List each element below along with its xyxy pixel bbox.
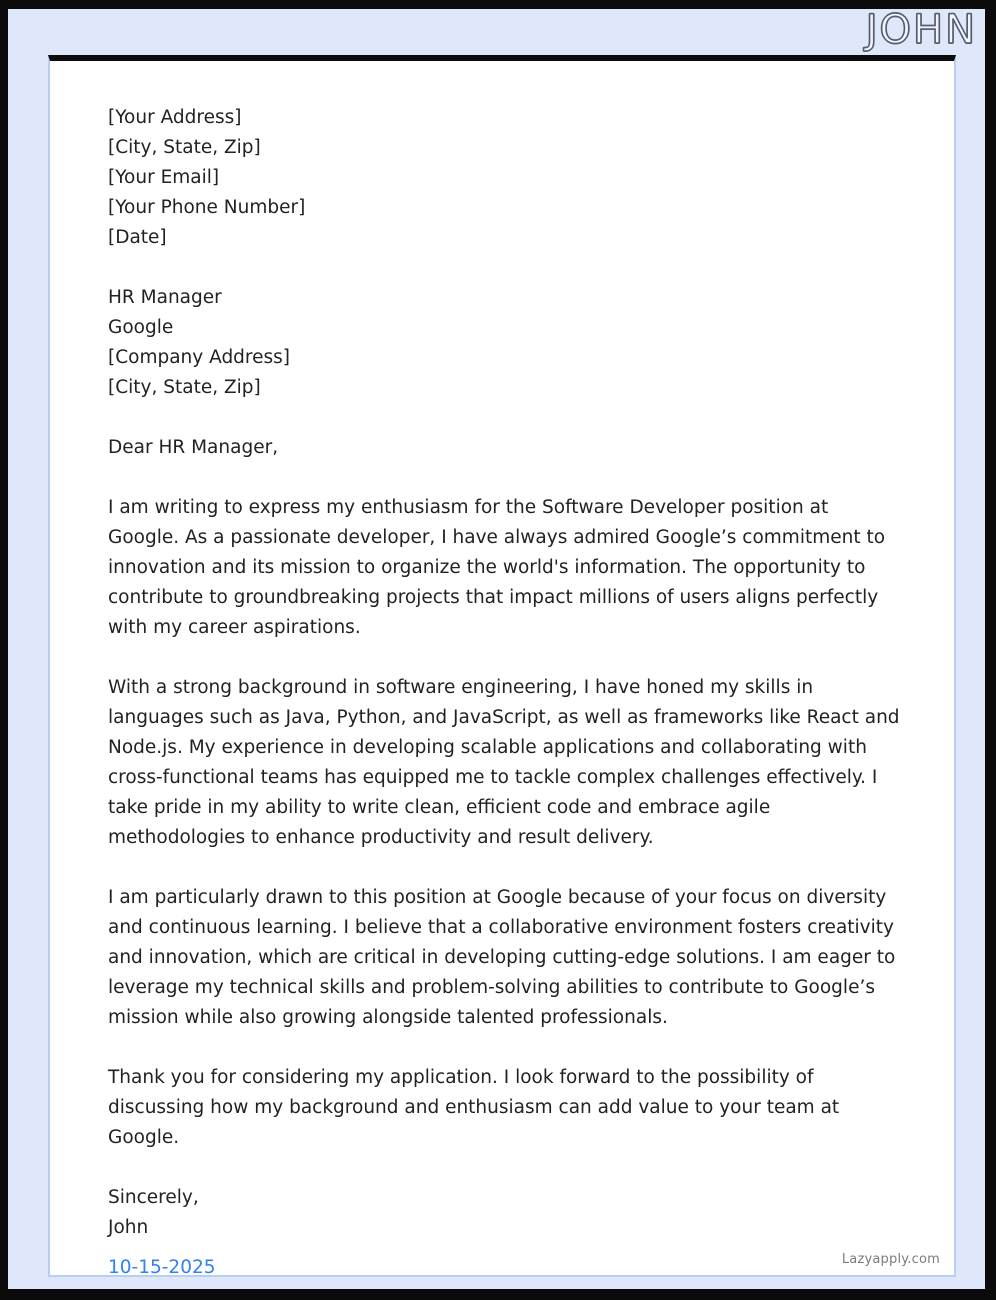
recipient-address-block: [108, 283, 904, 403]
letter-date: 10-15-2025: [108, 1257, 216, 1278]
closing-block: [108, 1183, 904, 1243]
recipient-title-line: HR Manager: [108, 287, 222, 308]
footer-watermark: Lazyapply.com: [841, 1252, 940, 1267]
recipient-address-line: [Company Address]: [108, 347, 291, 368]
document-header: [8, 9, 985, 55]
sender-address-block: [108, 103, 904, 253]
recipient-city-line: [City, State, Zip]: [108, 377, 261, 398]
sender-city-line: [City, State, Zip]: [108, 137, 261, 158]
body-paragraph-3: I am particularly drawn to this position at Google because of your focus on diversity and continuous learning. I believe that a collaborative environment fosters creativity and innovation, which are critical in developing cutting-edge solutions. I am eager to leverage my technical skills and problem-solving abilities to contribute to Google’s mission while also growing alongside talented professionals.: [108, 887, 896, 1028]
letter-body: [50, 61, 954, 1283]
body-paragraph-2: With a strong background in software engineering, I have honed my skills in languages such as Java, Python, and JavaScript, as well as frameworks like React and Node.js. My experience in developing scalable applications and collaborating with cross-functional teams has equipped me to tackle complex challenges effectively. I take pride in my ability to write clean, efficient code and embrace agile methodologies to enhance productivity and result delivery.: [108, 677, 900, 848]
valediction: Sincerely,: [108, 1187, 199, 1208]
sender-email-line: [Your Email]: [108, 167, 220, 188]
recipient-company-line: Google: [108, 317, 174, 338]
body-paragraph-1: I am writing to express my enthusiasm for the Software Developer position at Google. As a passionate developer, I have always admired Google’s commitment to innovation and its mission to organize the world's information. The opportunity to contribute to groundbreaking projects that impact millions of users aligns perfectly with my career aspirations.: [108, 497, 886, 638]
letter-sheet: [48, 55, 956, 1277]
salutation: Dear HR Manager,: [108, 437, 279, 458]
body-paragraph-4: Thank you for considering my application. I look forward to the possibility of discussing how my background and enthusiasm can add value to your team at Google.: [108, 1067, 840, 1148]
letter-page-wrapper: [48, 55, 956, 1277]
signature-name: John: [108, 1217, 149, 1238]
applicant-name-heading: JOHN: [865, 7, 977, 53]
sender-date-line: [Date]: [108, 227, 167, 248]
sender-phone-line: [Your Phone Number]: [108, 197, 306, 218]
sender-address-line: [Your Address]: [108, 107, 242, 128]
